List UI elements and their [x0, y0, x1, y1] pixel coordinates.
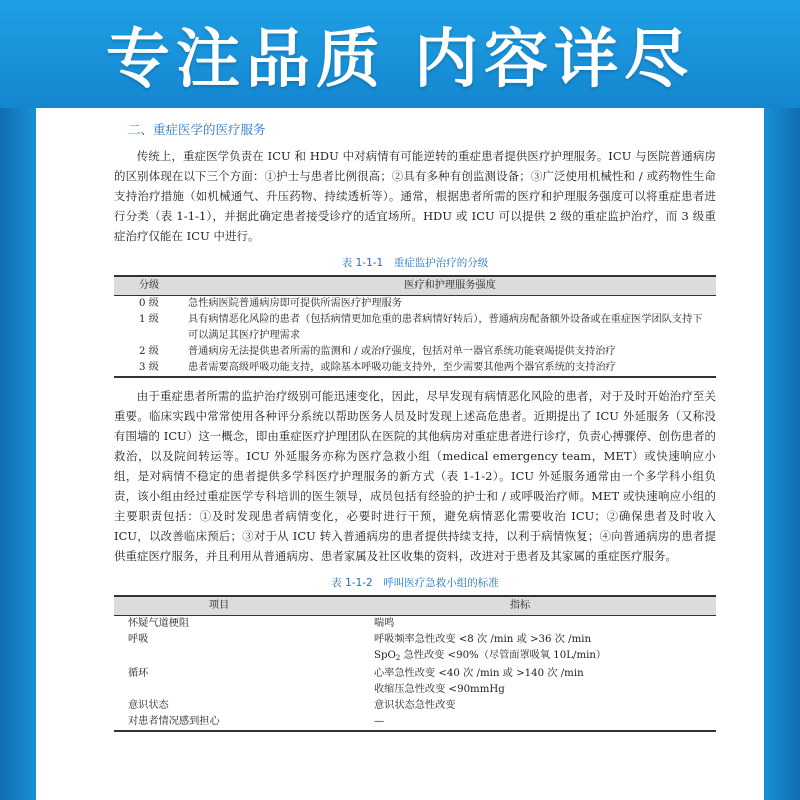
desc-cell: 普通病房无法提供患者所需的监测和 / 或治疗强度，包括对单一器官系统功能衰竭提供支持治疗 — [188, 346, 616, 357]
banner-title — [106, 8, 694, 100]
table-header-cell: 指标 — [324, 596, 716, 616]
table-row — [114, 714, 716, 731]
section-heading: 二、重症医学的医疗服务 — [128, 122, 266, 137]
banner-title-part2: 内容详尽 — [414, 23, 694, 97]
table-header-cell: 医疗和护理服务强度 — [184, 276, 716, 296]
table-row — [114, 312, 716, 344]
table-row — [114, 648, 716, 666]
indicator-cell: — — [324, 714, 716, 731]
level-cell: 2 级 — [139, 346, 159, 357]
indicator-cell: 意识状态急性改变 — [374, 700, 456, 711]
paragraph-2: 由于重症患者所需的监护治疗级别可能迅速变化，因此，尽早发现有病情恶化风险的患者，对于及时开始治疗至关重要。临床实践中常常使用各种评分系统以帮助医务人员及时发现上述高危患者。近期提出了 ICU 外延服务（又称没有围墙的 ICU）这一概念，即由重症医疗护理团队在医院的其他病房对重症患者进行诊疗，负责心搏骤停、创伤患者的救治，以及院间转运等。ICU 外延服务亦称为医疗急救小组（medical emergency team，MET）或快速响应小组，是对病情不稳定的患者提供多学科医疗护理服务的新方式（表 1-1-2）。ICU 外延服务通常由一个多学科小组负责，该小组由经过重症医学专科培训的医生领导，成员包括有经验的护士和 / 或呼吸治疗师。MET 或快速响应小组的主要职责包括：①及时发现患者病情变化，必要时进行干预，避免病情恶化需要收治 ICU；②确保患者及时收入 ICU，以改善临床预后；③对于从 ICU 转入普通病房的患者提供持续支持，以利于病情恢复；④向普通病房的患者提供重症医疗服务，并且利用从普通病房、患者家属及社区收集的资料，改进对于患者及其家属的重症医疗服务。 — [114, 389, 716, 563]
table-row — [114, 616, 716, 633]
desc-cell: 患者需要高级呼吸功能支持，或除基本呼吸功能支持外，至少需要其他两个器官系统的支持治疗 — [184, 360, 716, 377]
item-cell: 循环 — [128, 668, 149, 679]
table2-caption: 表 1-1-2 呼叫医疗急救小组的标准 — [331, 577, 499, 589]
banner-title-part1: 专注品质 — [106, 23, 386, 97]
desc-cell: 急性病医院普通病房即可提供所需医疗护理服务 — [188, 298, 402, 309]
table-header-row — [114, 596, 716, 616]
met-call-criteria-table — [114, 595, 716, 732]
table-row — [114, 632, 716, 648]
indicator-cell: 心率急性改变 <40 次 /min 或 >140 次 /min — [374, 668, 584, 679]
item-cell: 呼吸 — [128, 634, 149, 645]
right-frame — [764, 108, 800, 800]
table-header-cell: 项目 — [114, 596, 324, 616]
spo2-label: SpO — [374, 650, 396, 661]
level-cell: 3 级 — [114, 360, 184, 377]
indicator-cell: 收缩压急性改变 <90mmHg — [374, 684, 505, 695]
item-cell — [114, 682, 324, 698]
spo2-criteria: 急性改变 <90%（尽管面罩吸氧 10L/min） — [400, 650, 607, 661]
table-row — [114, 296, 716, 313]
table-row — [114, 682, 716, 698]
item-cell: 怀疑气道梗阻 — [128, 618, 190, 629]
table-header-cell: 分级 — [114, 276, 184, 296]
paragraph-1: 传统上，重症医学负责在 ICU 和 HDU 中对病情有可能逆转的重症患者提供医疗护理服务。ICU 与医院普通病房的区别体现在以下三个方面：①护士与患者比例很高；②具有多种有创监测设备；③广泛使用机械性和 / 或药物性生命支持治疗措施（如机械通气、升压药物、持续透析等）。通常，根据患者所需的医疗和护理服务强度可以将重症患者进行分类（表 1-1-1），并据此确定患者接受诊疗的适宜场所。HDU 或 ICU 可以提供 2 级的重症监护治疗，而 3 级重症治疗仅能在 ICU 中进行。 — [114, 149, 716, 243]
level-cell: 0 级 — [139, 298, 159, 309]
level-cell: 1 级 — [139, 314, 159, 325]
indicator-cell: 喘鸣 — [374, 618, 395, 629]
table-row — [114, 698, 716, 714]
item-cell: 意识状态 — [128, 700, 169, 711]
critical-care-levels-table — [114, 275, 716, 378]
item-cell — [114, 648, 324, 666]
table-header-row — [114, 276, 716, 296]
indicator-cell: 呼吸频率急性改变 <8 次 /min 或 >36 次 /min — [374, 634, 592, 645]
desc-cell: 具有病情恶化风险的患者（包括病情更加危重的患者病情好转后），普通病房配备额外设备或在重症医学团队支持下可以满足其医疗护理需求 — [188, 314, 703, 341]
item-cell: 对患者情况感到担心 — [114, 714, 324, 731]
table-row — [114, 344, 716, 360]
indicator-cell — [324, 648, 716, 666]
promo-banner — [0, 0, 800, 108]
table-row — [114, 360, 716, 377]
book-page — [36, 108, 764, 800]
table1-caption: 表 1-1-1 重症监护治疗的分级 — [341, 257, 489, 269]
table-row — [114, 666, 716, 682]
left-frame — [0, 108, 36, 800]
spo2-subscript: 2 — [395, 654, 401, 662]
